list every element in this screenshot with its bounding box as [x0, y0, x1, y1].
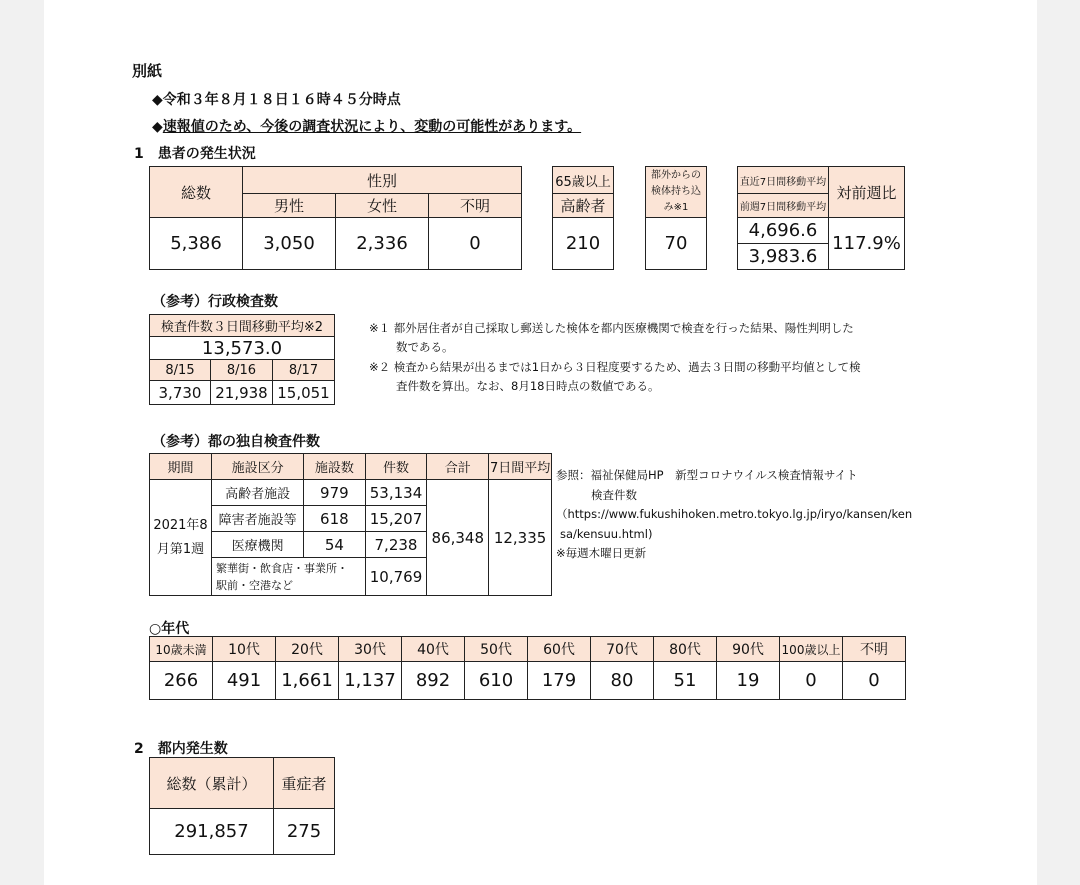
- age-group-value: 0: [843, 662, 906, 700]
- tests-value: 3,730: [150, 381, 211, 405]
- tests-heading: （参考）行政検査数: [152, 294, 278, 310]
- age-group-label: 10歳未満: [150, 637, 213, 662]
- male-header: 男性: [243, 194, 336, 218]
- severe-value: 275: [274, 809, 335, 855]
- own-count: 53,134: [365, 480, 427, 506]
- own-category: 高齢者施設: [212, 480, 304, 506]
- own-reference: 参照：福祉保健局HP 新型コロナウイルス検査情報サイト 検査件数 （https://www.fukushihoken.metro.tokyo.lg.jp/iryo/kansen/ken sa/kensuu.html) ※毎週木曜日更新: [556, 468, 913, 560]
- section1-heading: 1 患者の発生状況: [134, 146, 256, 162]
- prev7-header: 前週7日間移動平均: [738, 194, 829, 218]
- sex-header: 性別: [243, 167, 522, 194]
- elderly-value: 210: [553, 218, 614, 270]
- tokyo-cases-table: [149, 757, 335, 855]
- tests-average: 13,573.0: [150, 337, 335, 360]
- timestamp-line: ◆令和３年８月１８日１６時４５分時点: [152, 92, 401, 108]
- ratio-header: 対前週比: [829, 167, 905, 218]
- age-group-label: 40代: [402, 637, 465, 662]
- own-category-last: 繁華街・飲食店・事業所・ 駅前・空港など: [212, 558, 366, 596]
- cumulative-total-header: 総数（累計）: [150, 758, 274, 809]
- own-header-count: 件数: [365, 454, 427, 480]
- age-group-value: 51: [654, 662, 717, 700]
- own-category: 障害者施設等: [212, 506, 304, 532]
- female-header: 女性: [336, 194, 429, 218]
- own-period: 2021年8 月第1週: [150, 480, 212, 596]
- own-header-avg7: 7日間平均: [489, 454, 552, 480]
- tests-date: 8/17: [272, 360, 334, 381]
- age-group-value: 1,661: [276, 662, 339, 700]
- age-group-value: 0: [780, 662, 843, 700]
- elderly-header-1: 65歳以上: [553, 167, 614, 194]
- age-group-label: 10代: [213, 637, 276, 662]
- age-group-value: 80: [591, 662, 654, 700]
- tests-value: 21,938: [210, 381, 272, 405]
- total-value: 5,386: [150, 218, 243, 270]
- age-group-value: 19: [717, 662, 780, 700]
- section2-heading: 2 都内発生数: [134, 741, 228, 757]
- outside-table: [645, 166, 707, 270]
- elderly-header-2: 高齢者: [553, 194, 614, 218]
- own-count: 10,769: [365, 558, 427, 596]
- age-group-value: 610: [465, 662, 528, 700]
- outside-header: 都外からの 検体持ち込 み※1: [646, 167, 707, 218]
- age-group-value: 892: [402, 662, 465, 700]
- own-category: 医療機関: [212, 532, 304, 558]
- unknown-value: 0: [429, 218, 522, 270]
- own-tests-table: [149, 453, 552, 596]
- male-value: 3,050: [243, 218, 336, 270]
- note-2: ※２ 検査から結果が出るまでは1日から３日程度要するため、過去３日間の移動平均値として検 査件数を算出。なお、8月18日時点の数値である。: [369, 360, 861, 393]
- age-group-value: 1,137: [339, 662, 402, 700]
- ages-heading: ○年代: [149, 621, 190, 637]
- avg7-header: 直近7日間移動平均: [738, 167, 829, 194]
- unknown-header: 不明: [429, 194, 522, 218]
- own-header-total: 合計: [427, 454, 489, 480]
- own-header-period: 期間: [150, 454, 212, 480]
- age-group-value: 266: [150, 662, 213, 700]
- severe-header: 重症者: [274, 758, 335, 809]
- ages-table: [149, 636, 906, 700]
- age-group-value: 491: [213, 662, 276, 700]
- tests-date: 8/16: [210, 360, 272, 381]
- moving-average-table: [737, 166, 905, 270]
- own-facilities: 618: [304, 506, 366, 532]
- tests-date: 8/15: [150, 360, 211, 381]
- female-value: 2,336: [336, 218, 429, 270]
- age-group-label: 70代: [591, 637, 654, 662]
- tests-value: 15,051: [272, 381, 334, 405]
- tests-header: 検査件数３日間移動平均※2: [150, 315, 335, 337]
- own-facilities: 979: [304, 480, 366, 506]
- age-group-label: 不明: [843, 637, 906, 662]
- notice-line: ◆速報値のため、今後の調査状況により、変動の可能性があります。: [152, 119, 582, 135]
- age-group-value: 179: [528, 662, 591, 700]
- age-group-label: 50代: [465, 637, 528, 662]
- patient-status-table: [149, 166, 522, 270]
- age-group-label: 60代: [528, 637, 591, 662]
- age-group-label: 30代: [339, 637, 402, 662]
- own-count: 15,207: [365, 506, 427, 532]
- own-header-facilities: 施設数: [304, 454, 366, 480]
- own-facilities: 54: [304, 532, 366, 558]
- age-group-label: 100歳以上: [780, 637, 843, 662]
- age-group-label: 90代: [717, 637, 780, 662]
- own-avg7: 12,335: [489, 480, 552, 596]
- prev7-value: 3,983.6: [738, 244, 829, 270]
- ratio-value: 117.9%: [829, 218, 905, 270]
- elderly-table: [552, 166, 614, 270]
- doc-title: 別紙: [132, 62, 163, 80]
- note-1: ※１ 都外居住者が自己採取し郵送した検体を都内医療機関で検査を行った結果、陽性判明した 数である。: [369, 321, 854, 354]
- total-header: 総数: [150, 167, 243, 218]
- cumulative-total-value: 291,857: [150, 809, 274, 855]
- tests-table: [149, 314, 335, 405]
- own-tests-heading: （参考）都の独自検査件数: [152, 434, 320, 450]
- age-group-label: 80代: [654, 637, 717, 662]
- age-group-label: 20代: [276, 637, 339, 662]
- own-total: 86,348: [427, 480, 489, 596]
- own-count: 7,238: [365, 532, 427, 558]
- own-header-category: 施設区分: [212, 454, 304, 480]
- outside-value: 70: [646, 218, 707, 270]
- avg7-value: 4,696.6: [738, 218, 829, 244]
